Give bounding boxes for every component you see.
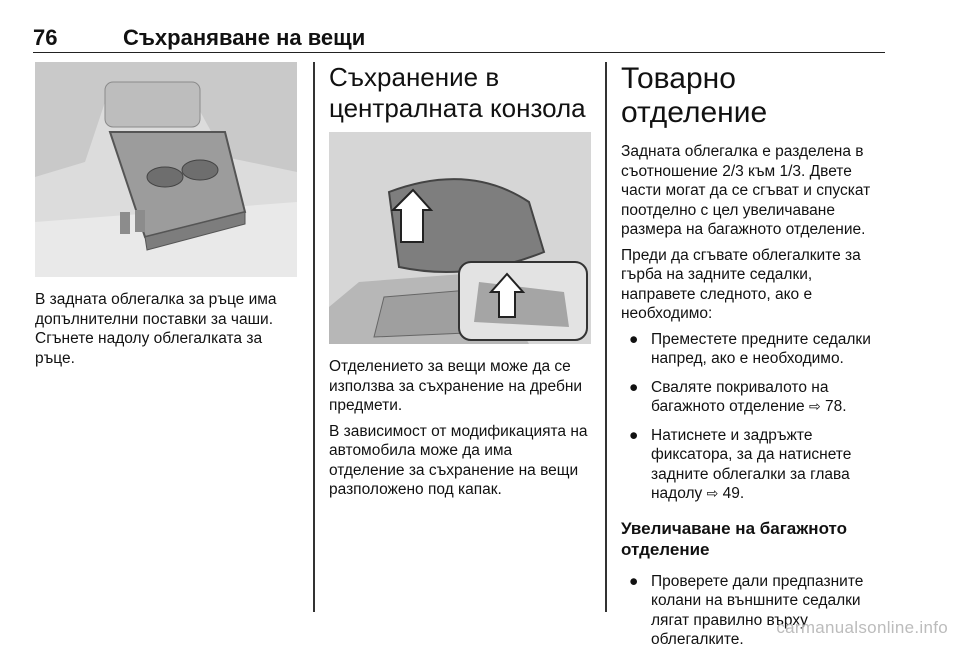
page-header [33, 22, 885, 53]
cross-reference-arrow-icon: ⇨ [706, 485, 719, 501]
column-right [621, 62, 889, 659]
bullet-icon: ● [629, 572, 639, 590]
list-item: ● Проверете дали предпазните колани на външните седалки лягат правилно върху облегалките. [629, 572, 864, 648]
watermark: carmanualsonline.info [776, 618, 948, 637]
list-item: ● Сваляте покривалото на багажното отделение ⇨ 78. [629, 378, 847, 415]
center-console-illustration [329, 132, 591, 344]
running-title: Съхраняване на вещи [123, 25, 366, 50]
cross-reference-page[interactable]: 78. [825, 398, 847, 415]
cargo-paragraph-2: Преди да сгъвате облегалките за гърба на задните седалки, направете следното, ако е необходимо: [621, 246, 861, 322]
column-divider-2 [605, 62, 607, 612]
column-middle [329, 62, 591, 506]
cross-reference-page[interactable]: 49. [722, 485, 745, 502]
cargo-paragraph-1: Задната облегалка е разделена в съотношение 2/3 към 1/3. Двете части могат да се сгъват и спускат поотделно с цел увеличаване размера на багажното отделение. [621, 143, 871, 238]
cargo-steps-list [621, 330, 889, 504]
section-heading-cargo: Товарно отделение [621, 62, 768, 129]
column-left [35, 62, 297, 374]
armrest-cupholder-illustration [35, 62, 297, 277]
console-paragraph-1: Отделението за вещи може да се използва за съхранение на дребни предмети. [329, 358, 583, 414]
bullet-icon: ● [629, 426, 639, 444]
bullet-icon: ● [629, 330, 639, 348]
subsection-heading-enlarge-cargo: Увеличаване на багажното отделение [621, 518, 848, 559]
page-number: 76 [33, 25, 58, 50]
section-heading-center-console: Съхранение в централната конзола [329, 62, 586, 123]
list-item: ● Преместете предните седалки напред, ако е необходимо. [629, 330, 871, 367]
bullet-icon: ● [629, 378, 639, 396]
armrest-caption: В задната облегалка за ръце има допълнителни поставки за чаши. Сгънете надолу облегалката за ръце. [35, 291, 277, 367]
cross-reference-arrow-icon: ⇨ [808, 398, 821, 414]
list-item: ● Натиснете и задръжте фиксатора, за да натиснете задните облегалки за глава надолу ⇨ 49. [629, 426, 852, 502]
console-paragraph-2: В зависимост от модификацията на автомобила може да има отделение за съхранение на вещи разположено под капак. [329, 422, 588, 498]
column-divider-1 [313, 62, 315, 612]
